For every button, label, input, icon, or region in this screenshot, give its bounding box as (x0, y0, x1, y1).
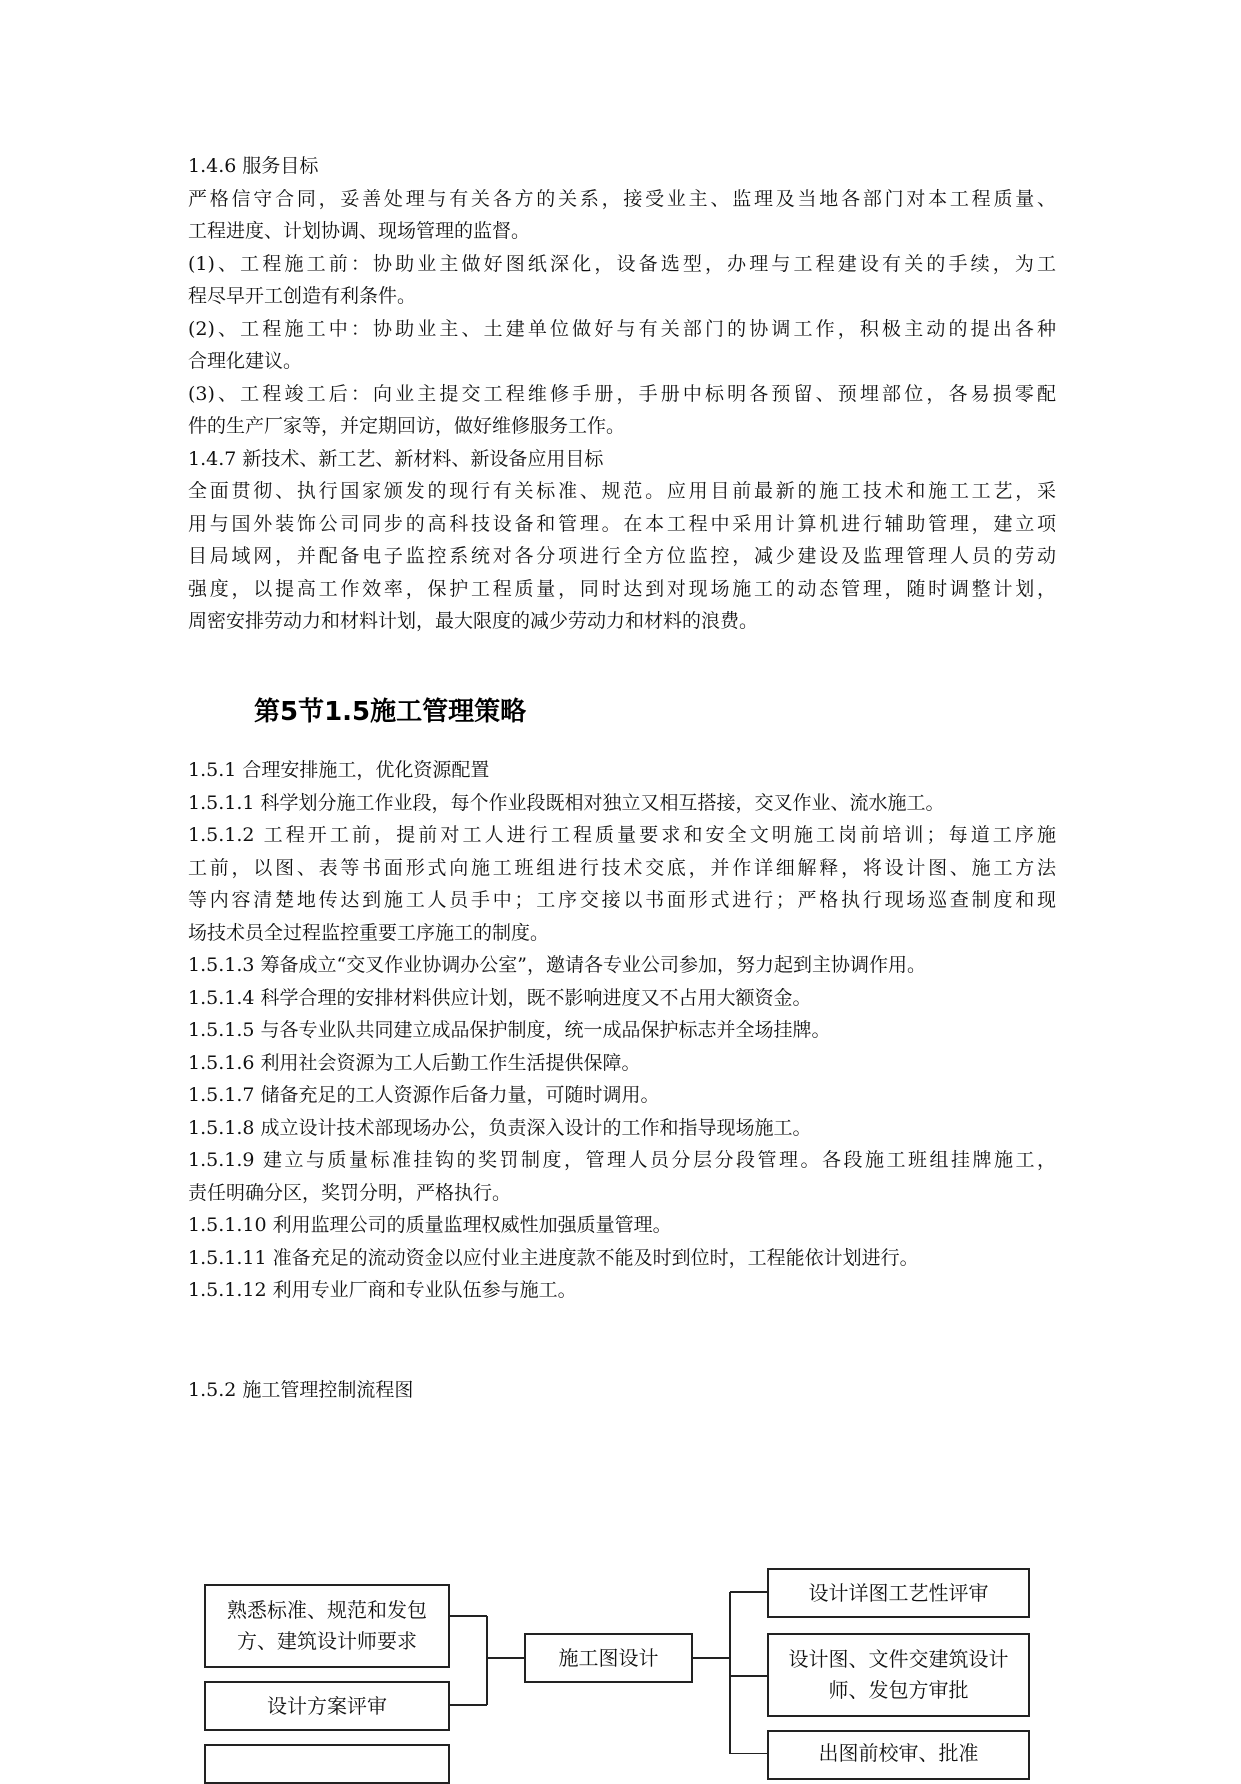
flow-box-text: 设计方案评审 (267, 1693, 387, 1718)
flow-box-text: 熟悉标准、规范和发包 (227, 1598, 427, 1622)
list-item: 等内容清楚地传达到施工人员手中；工序交接以书面形式进行；严格执行现场巡查制度和现 (188, 889, 1056, 911)
paragraph-line: 周密安排劳动力和材料计划，最大限度的减少劳动力和材料的浪费。 (188, 610, 759, 632)
list-item: 1.5.1.7 储备充足的工人资源作后备力量，可随时调用。 (188, 1084, 660, 1106)
paragraph-line: 件的生产厂家等，并定期回访，做好维修服务工作。 (188, 415, 626, 437)
list-item: 工前，以图、表等书面形式向施工班组进行技术交底，并作详细解释，将设计图、施工方法 (188, 856, 1056, 879)
paragraph-line: (1)、工程施工前：协助业主做好图纸深化，设备选型，办理与工程建设有关的手续，为工 (188, 252, 1056, 275)
list-item: 1.5.1.1 科学划分施工作业段，每个作业段既相对独立又相互搭接，交叉作业、流水施工。 (188, 791, 945, 814)
paragraph-line: (3)、工程竣工后：向业主提交工程维修手册，手册中标明各预留、预埋部位，各易损零配 (188, 382, 1056, 405)
paragraph-line: (2)、工程施工中：协助业主、土建单位做好与有关部门的协调工作，积极主动的提出各种 (188, 317, 1056, 340)
flow-box-design-review (204, 1681, 450, 1731)
list-item: 1.5.1.10 利用监理公司的质量监理权威性加强质量管理。 (188, 1214, 672, 1236)
list-item: 1.5.1.6 利用社会资源为工人后勤工作生活提供保障。 (188, 1051, 641, 1074)
list-item: 1.5.1.8 成立设计技术部现场办公，负责深入设计的工作和指导现场施工。 (188, 1116, 812, 1139)
flow-box-text: 出图前校审、批准 (818, 1741, 979, 1765)
flow-box-text: 设计详图工艺性评审 (808, 1580, 989, 1605)
flow-box-final-check (767, 1730, 1030, 1780)
list-item: 1.5.1.9 建立与质量标准挂钩的奖罚制度，管理人员分层分段管理。各段施工班组挂牌施工， (188, 1149, 1056, 1171)
paragraph-line: 目局域网，并配备电子监控系统对各分项进行全方位监控，减少建设及监理管理人员的劳动 (188, 545, 1056, 567)
paragraph-line: 强度，以提高工作效率，保护工程质量，同时达到对现场施工的动态管理，随时调整计划， (188, 577, 1056, 600)
list-item: 场技术员全过程监控重要工序施工的制度。 (188, 921, 550, 944)
paragraph-line: 全面贯彻、执行国家颁发的现行有关标准、规范。应用目前最新的施工技术和施工工艺，采 (188, 480, 1056, 502)
flow-box-text: 设计图、文件交建筑设计 (788, 1647, 1009, 1671)
section-heading: 第5节1.5施工管理策略 (254, 697, 527, 727)
paragraph-line: 工程进度、计划协调、现场管理的监督。 (188, 220, 531, 242)
flowchart-title: 1.5.2 施工管理控制流程图 (188, 1379, 414, 1401)
list-item: 责任明确分区，奖罚分明，严格执行。 (188, 1181, 512, 1204)
flow-box-text: 方、建筑设计师要求 (237, 1629, 417, 1653)
list-item: 1.5.1.4 科学合理的安排材料供应计划，既不影响进度又不占用大额资金。 (188, 986, 812, 1009)
section-title: 1.5.1 合理安排施工，优化资源配置 (188, 759, 490, 781)
paragraph-line: 用与国外装饰公司同步的高科技设备和管理。在本工程中采用计算机进行辅助管理，建立项 (188, 512, 1056, 535)
list-item: 1.5.1.3 筹备成立“交叉作业协调办公室”，邀请各专业公司参加，努力起到主协调作用。 (188, 954, 926, 976)
list-item: 1.5.1.11 准备充足的流动资金以应付业主进度款不能及时到位时，工程能依计划进行。 (188, 1246, 919, 1269)
paragraph-line: 程尽早开工创造有利条件。 (188, 285, 417, 307)
flow-box-approval (767, 1633, 1030, 1717)
flow-box-left-3 (204, 1744, 450, 1784)
paragraph-line: 合理化建议。 (188, 350, 303, 372)
flow-box-text: 施工图设计 (558, 1645, 659, 1670)
section-1-5-1 (188, 754, 1056, 1307)
flow-box-construction-drawing (524, 1633, 693, 1683)
list-item: 1.5.1.5 与各专业队共同建立成品保护制度，统一成品保护标志并全场挂牌。 (188, 1019, 831, 1041)
list-item: 1.5.1.2 工程开工前，提前对工人进行工程质量要求和安全文明施工岗前培训；每道工序施 (188, 824, 1056, 846)
list-item: 1.5.1.12 利用专业厂商和专业队伍参与施工。 (188, 1279, 577, 1301)
section-title: 1.4.6 服务目标 (188, 155, 319, 177)
flow-box-requirements (204, 1584, 450, 1668)
flow-box-detail-review (767, 1568, 1030, 1618)
section-1-4-6 (188, 150, 1056, 638)
flowchart-title-block (188, 1374, 1056, 1407)
flow-box-text: 师、发包方审批 (828, 1678, 969, 1702)
paragraph-line: 严格信守合同，妥善处理与有关各方的关系，接受业主、监理及当地各部门对本工程质量、 (188, 187, 1056, 210)
section-title: 1.4.7 新技术、新工艺、新材料、新设备应用目标 (188, 447, 604, 470)
